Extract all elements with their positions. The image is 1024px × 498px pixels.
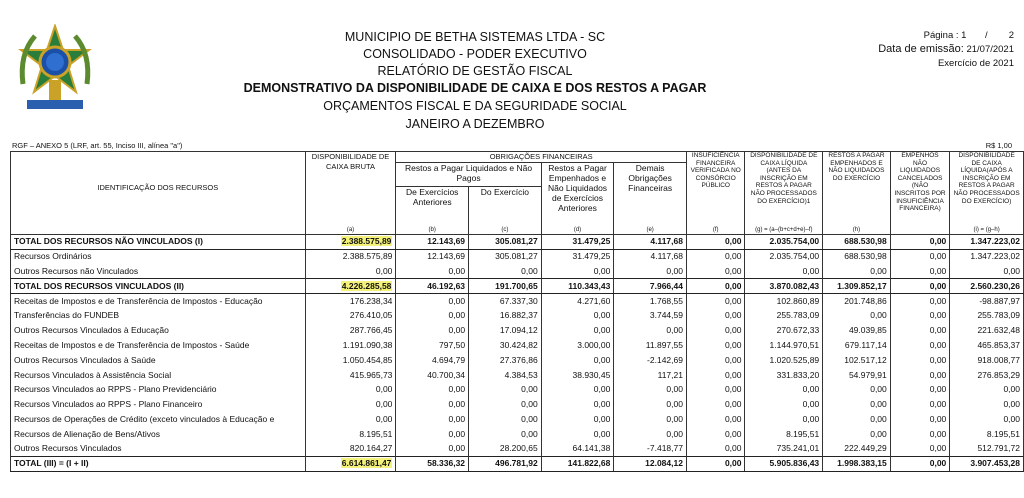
- row-value: 102.517,12: [823, 353, 891, 368]
- table-row: [11, 442, 1024, 457]
- row-label: TOTAL DOS RECURSOS NÃO VINCULADOS (I): [11, 235, 306, 250]
- row-value: 4.384,53: [469, 368, 542, 383]
- row-label: Receitas de Impostos e de Transferência de Impostos - Educação: [11, 294, 306, 309]
- row-label: Outros Recursos Vinculados: [11, 442, 306, 457]
- letter-blank-2: [890, 225, 950, 235]
- table-row: [11, 412, 1024, 427]
- table-total-row: [11, 456, 1024, 471]
- row-value: 0,00: [469, 412, 542, 427]
- row-value: 1.050.454,85: [305, 353, 396, 368]
- row-value: 0,00: [305, 264, 396, 279]
- row-value: 0,00: [950, 412, 1024, 427]
- row-value: 3.744,59: [614, 308, 687, 323]
- row-value: 0,00: [745, 397, 823, 412]
- row-value: 287.766,45: [305, 323, 396, 338]
- rp-current-header: RESTOS A PAGAR EMPENHADOS E NÃO LIQUIDADOS DO EXERCÍCIO: [823, 152, 891, 225]
- statement-title: DEMONSTRATIVO DA DISPONIBILIDADE DE CAIXA E DOS RESTOS A PAGAR: [243, 81, 707, 95]
- row-value: 0,00: [686, 338, 745, 353]
- row-value: 58.336,32: [396, 456, 469, 471]
- row-label: Recursos de Operações de Crédito (exceto vinculados à Educação e: [11, 412, 306, 427]
- report-title: RELATÓRIO DE GESTÃO FISCAL: [377, 64, 573, 78]
- row-value: 38.930,45: [541, 368, 614, 383]
- row-value: 0,00: [686, 382, 745, 397]
- row-value: 0,00: [950, 397, 1024, 412]
- row-value: 0,00: [396, 308, 469, 323]
- row-value: 0,00: [305, 382, 396, 397]
- row-value: 0,00: [745, 412, 823, 427]
- row-label: Recursos Vinculados à Assistência Social: [11, 368, 306, 383]
- row-value: 0,00: [686, 397, 745, 412]
- table-body: [11, 235, 1024, 472]
- row-value: 4.271,60: [541, 294, 614, 309]
- row-value: 46.192,63: [396, 279, 469, 294]
- row-value: 0,00: [686, 264, 745, 279]
- row-value: 31.479,25: [541, 249, 614, 264]
- net-cash-after-header: DISPONIBILIDADE DE CAIXA LÍQUIDA(APÓS A INSCRIÇÃO EM RESTOS A PAGAR NÃO PROCESSADOS DO EXERCÍCIO): [950, 152, 1024, 225]
- row-value: 0,00: [823, 427, 891, 442]
- letter-blank: [11, 225, 306, 235]
- cash-available-header: DISPONIBILIDADE DE CAIXA BRUTA: [305, 152, 396, 225]
- row-value: 0,00: [614, 382, 687, 397]
- letter-d: (d): [541, 225, 614, 235]
- row-label: Outros Recursos Vinculados à Educação: [11, 323, 306, 338]
- row-value: 0,00: [890, 442, 950, 457]
- row-value: 0,00: [469, 382, 542, 397]
- current-year-header: Do Exercício: [469, 187, 542, 225]
- row-value: 305.081,27: [469, 235, 542, 250]
- row-value: 0,00: [686, 412, 745, 427]
- row-value: 0,00: [890, 397, 950, 412]
- row-value: 0,00: [686, 353, 745, 368]
- prior-years-header: De Exercícios Anteriores: [396, 187, 469, 225]
- commitments-cancelled-header: EMPENHOS NÃO LIQUIDADOS CANCELADOS (NÃO INSCRITOS POR INSUFICIÊNCIA FINANCEIRA): [890, 152, 950, 225]
- row-label: TOTAL (III) = (I + II): [11, 456, 306, 471]
- table-row: [11, 308, 1024, 323]
- row-value: 255.783,09: [950, 308, 1024, 323]
- row-value: 0,00: [541, 382, 614, 397]
- row-label: Recursos Vinculados ao RPPS - Plano Financeiro: [11, 397, 306, 412]
- row-value: 820.164,27: [305, 442, 396, 457]
- row-label: Outros Recursos Vinculados à Saúde: [11, 353, 306, 368]
- row-value: 0,00: [950, 264, 1024, 279]
- row-value: 276.853,29: [950, 368, 1024, 383]
- row-value: 0,00: [686, 308, 745, 323]
- row-value: 12.084,12: [614, 456, 687, 471]
- row-value: 331.833,20: [745, 368, 823, 383]
- row-value: 0,00: [614, 264, 687, 279]
- row-value: 0,00: [469, 397, 542, 412]
- table-row: [11, 264, 1024, 279]
- net-cash-header: DISPONIBILIDADE DE CAIXA LÍQUIDA (ANTES DA INSCRIÇÃO EM RESTOS A PAGAR NÃO PROCESSADOS DO EXERCÍCIO)1: [745, 152, 823, 225]
- row-value: 1.020.525,89: [745, 353, 823, 368]
- row-value: 0,00: [686, 323, 745, 338]
- row-value: 255.783,09: [745, 308, 823, 323]
- row-value: 4.117,68: [614, 249, 687, 264]
- row-value: [305, 235, 396, 250]
- table-total-row: [11, 279, 1024, 294]
- row-value: 0,00: [890, 338, 950, 353]
- row-value: 201.748,86: [823, 294, 891, 309]
- row-value: 679.117,14: [823, 338, 891, 353]
- row-value: 0,00: [396, 264, 469, 279]
- row-value: 0,00: [686, 279, 745, 294]
- row-value: [305, 279, 396, 294]
- row-value: 0,00: [686, 427, 745, 442]
- row-value: 270.672,33: [745, 323, 823, 338]
- row-value: 735.241,01: [745, 442, 823, 457]
- row-value: 0,00: [890, 456, 950, 471]
- row-value: 0,00: [950, 382, 1024, 397]
- row-value: -98.887,97: [950, 294, 1024, 309]
- coat-of-arms-icon: [13, 24, 97, 114]
- row-value: 0,00: [614, 412, 687, 427]
- annex-reference: RGF – ANEXO 5 (LRF, art. 55, Inciso III, alínea "a"): [12, 141, 183, 150]
- row-value: 7.966,44: [614, 279, 687, 294]
- row-value: 0,00: [890, 235, 950, 250]
- row-label: Recursos de Alienação de Bens/Ativos: [11, 427, 306, 442]
- row-value: 512.791,72: [950, 442, 1024, 457]
- table-row: [11, 353, 1024, 368]
- row-value: 496.781,92: [469, 456, 542, 471]
- letter-f: (f): [686, 225, 745, 235]
- row-value: 3.000,00: [541, 338, 614, 353]
- table-row: [11, 368, 1024, 383]
- row-value: 8.195,51: [950, 427, 1024, 442]
- row-value: 0,00: [396, 323, 469, 338]
- row-value: 1.347.223,02: [950, 249, 1024, 264]
- row-label: Transferências do FUNDEB: [11, 308, 306, 323]
- row-value: 40.700,34: [396, 368, 469, 383]
- row-value: [305, 456, 396, 471]
- row-value: 0,00: [890, 382, 950, 397]
- table-row: [11, 249, 1024, 264]
- row-value: 102.860,89: [745, 294, 823, 309]
- row-value: 0,00: [745, 264, 823, 279]
- row-value: 1.144.970,51: [745, 338, 823, 353]
- row-value: 1.998.383,15: [823, 456, 891, 471]
- row-value: 117,21: [614, 368, 687, 383]
- row-value: 27.376,86: [469, 353, 542, 368]
- row-value: 176.238,34: [305, 294, 396, 309]
- table-row: [11, 338, 1024, 353]
- row-value: 0,00: [614, 323, 687, 338]
- other-obligations-header: Demais Obrigações Financeiras: [614, 163, 687, 225]
- row-value: 0,00: [686, 235, 745, 250]
- row-value: 465.853,37: [950, 338, 1024, 353]
- row-value: 0,00: [469, 427, 542, 442]
- row-value: 0,00: [396, 412, 469, 427]
- row-value: 0,00: [541, 308, 614, 323]
- highlighted-value: 4.226.285,58: [341, 280, 392, 291]
- row-value: 0,00: [614, 427, 687, 442]
- row-value: 4.117,68: [614, 235, 687, 250]
- row-value: 0,00: [305, 412, 396, 427]
- row-value: 0,00: [541, 323, 614, 338]
- row-value: 0,00: [686, 368, 745, 383]
- table-total-row: [11, 235, 1024, 250]
- period-label: JANEIRO A DEZEMBRO: [405, 117, 545, 131]
- row-value: 222.449,29: [823, 442, 891, 457]
- letter-i: (i) = (g–h): [950, 225, 1024, 235]
- row-value: 28.200,65: [469, 442, 542, 457]
- row-value: 3.870.082,43: [745, 279, 823, 294]
- row-value: 688.530,98: [823, 235, 891, 250]
- row-value: 8.195,51: [305, 427, 396, 442]
- row-label: Receitas de Impostos e de Transferência de Impostos - Saúde: [11, 338, 306, 353]
- letter-a: (a): [305, 225, 396, 235]
- row-label: TOTAL DOS RECURSOS VINCULADOS (II): [11, 279, 306, 294]
- highlighted-value: 6.614.861,47: [341, 458, 392, 469]
- letter-e: (e): [614, 225, 687, 235]
- row-value: 221.632,48: [950, 323, 1024, 338]
- row-value: 1.309.852,17: [823, 279, 891, 294]
- row-value: 17.094,12: [469, 323, 542, 338]
- row-value: 0,00: [541, 353, 614, 368]
- row-value: 0,00: [890, 308, 950, 323]
- row-value: 2.035.754,00: [745, 249, 823, 264]
- row-value: 0,00: [890, 412, 950, 427]
- budgets-label: ORÇAMENTOS FISCAL E DA SEGURIDADE SOCIAL: [323, 99, 627, 113]
- row-value: 2.035.754,00: [745, 235, 823, 250]
- row-value: 2.388.575,89: [305, 249, 396, 264]
- row-value: 4.694,79: [396, 353, 469, 368]
- letter-c: (c): [469, 225, 542, 235]
- row-value: 0,00: [396, 442, 469, 457]
- row-value: 64.141,38: [541, 442, 614, 457]
- row-value: 11.897,55: [614, 338, 687, 353]
- letter-b: (b): [396, 225, 469, 235]
- row-value: 12.143,69: [396, 235, 469, 250]
- table-row: [11, 427, 1024, 442]
- row-value: 0,00: [396, 382, 469, 397]
- row-label: Recursos Vinculados ao RPPS - Plano Previdenciário: [11, 382, 306, 397]
- row-value: 0,00: [686, 294, 745, 309]
- row-value: 2.560.230,26: [950, 279, 1024, 294]
- row-value: 0,00: [890, 279, 950, 294]
- highlighted-value: 2.388.575,89: [341, 236, 392, 247]
- consolidation-label: CONSOLIDADO - PODER EXECUTIVO: [363, 47, 587, 61]
- row-value: 0,00: [745, 382, 823, 397]
- row-value: 5.905.836,43: [745, 456, 823, 471]
- row-value: 0,00: [396, 294, 469, 309]
- rp-committed-header: Restos a Pagar Empenhados e Não Liquidados de Exercícios Anteriores: [541, 163, 614, 225]
- row-value: 3.907.453,28: [950, 456, 1024, 471]
- fiscal-year: Exercício de 2021: [937, 58, 1014, 69]
- identification-header: IDENTIFICAÇÃO DOS RECURSOS: [11, 152, 306, 225]
- row-value: 305.081,27: [469, 249, 542, 264]
- row-value: -2.142,69: [614, 353, 687, 368]
- row-label: Outros Recursos não Vinculados: [11, 264, 306, 279]
- row-value: 0,00: [823, 412, 891, 427]
- row-value: 141.822,68: [541, 456, 614, 471]
- row-value: -7.418,77: [614, 442, 687, 457]
- row-value: 0,00: [890, 249, 950, 264]
- row-value: 1.768,55: [614, 294, 687, 309]
- letter-h: (h): [823, 225, 891, 235]
- row-value: 1.191.090,38: [305, 338, 396, 353]
- row-value: 0,00: [823, 264, 891, 279]
- row-value: 0,00: [890, 427, 950, 442]
- row-value: 0,00: [541, 427, 614, 442]
- row-value: 1.347.223,02: [950, 235, 1024, 250]
- row-value: 0,00: [541, 397, 614, 412]
- table-row: [11, 397, 1024, 412]
- row-value: 49.039,85: [823, 323, 891, 338]
- row-value: 0,00: [890, 353, 950, 368]
- row-value: 0,00: [541, 412, 614, 427]
- row-value: 0,00: [686, 442, 745, 457]
- row-value: 0,00: [823, 308, 891, 323]
- row-value: 0,00: [541, 264, 614, 279]
- row-value: 16.882,37: [469, 308, 542, 323]
- row-value: 0,00: [823, 382, 891, 397]
- row-value: 0,00: [469, 264, 542, 279]
- row-value: 30.424,82: [469, 338, 542, 353]
- row-value: 0,00: [614, 397, 687, 412]
- row-value: 0,00: [686, 249, 745, 264]
- row-value: 0,00: [890, 264, 950, 279]
- entity-name: MUNICIPIO DE BETHA SISTEMAS LTDA - SC: [344, 30, 606, 44]
- row-value: 31.479,25: [541, 235, 614, 250]
- row-value: 276.410,05: [305, 308, 396, 323]
- row-value: 415.965,73: [305, 368, 396, 383]
- row-value: 0,00: [890, 323, 950, 338]
- row-value: 0,00: [686, 456, 745, 471]
- row-value: 918.008,77: [950, 353, 1024, 368]
- row-value: 0,00: [823, 397, 891, 412]
- row-value: 191.700,65: [469, 279, 542, 294]
- row-value: 67.337,30: [469, 294, 542, 309]
- row-value: 0,00: [890, 368, 950, 383]
- row-value: 688.530,98: [823, 249, 891, 264]
- table-row: [11, 323, 1024, 338]
- letter-g: (g) = (a–(b+c+d+e)–f): [745, 225, 823, 235]
- row-value: 0,00: [890, 294, 950, 309]
- row-value: 54.979,91: [823, 368, 891, 383]
- table-row: [11, 294, 1024, 309]
- insufficiency-header: INSUFICIÊNCIA FINANCEIRA VERIFICADA NO CONSÓRCIO PÚBLICO: [686, 152, 745, 225]
- currency-unit: R$ 1,00: [985, 141, 1012, 150]
- row-value: 0,00: [396, 427, 469, 442]
- page-number: Página : 1 / 2: [923, 30, 1014, 41]
- row-value: 12.143,69: [396, 249, 469, 264]
- table-row: [11, 382, 1024, 397]
- row-value: 0,00: [305, 397, 396, 412]
- row-label: Recursos Ordinários: [11, 249, 306, 264]
- row-value: 797,50: [396, 338, 469, 353]
- cash-availability-table: [10, 151, 1024, 472]
- row-value: 110.343,43: [541, 279, 614, 294]
- row-value: 0,00: [396, 397, 469, 412]
- row-value: 8.195,51: [745, 427, 823, 442]
- financial-obligations-header: OBRIGAÇÕES FINANCEIRAS: [396, 152, 687, 163]
- rp-liquidated-header: Restos a Pagar Liquidados e Não Pagos: [396, 163, 541, 187]
- issue-date: Data de emissão: 21/07/2021: [878, 43, 1014, 55]
